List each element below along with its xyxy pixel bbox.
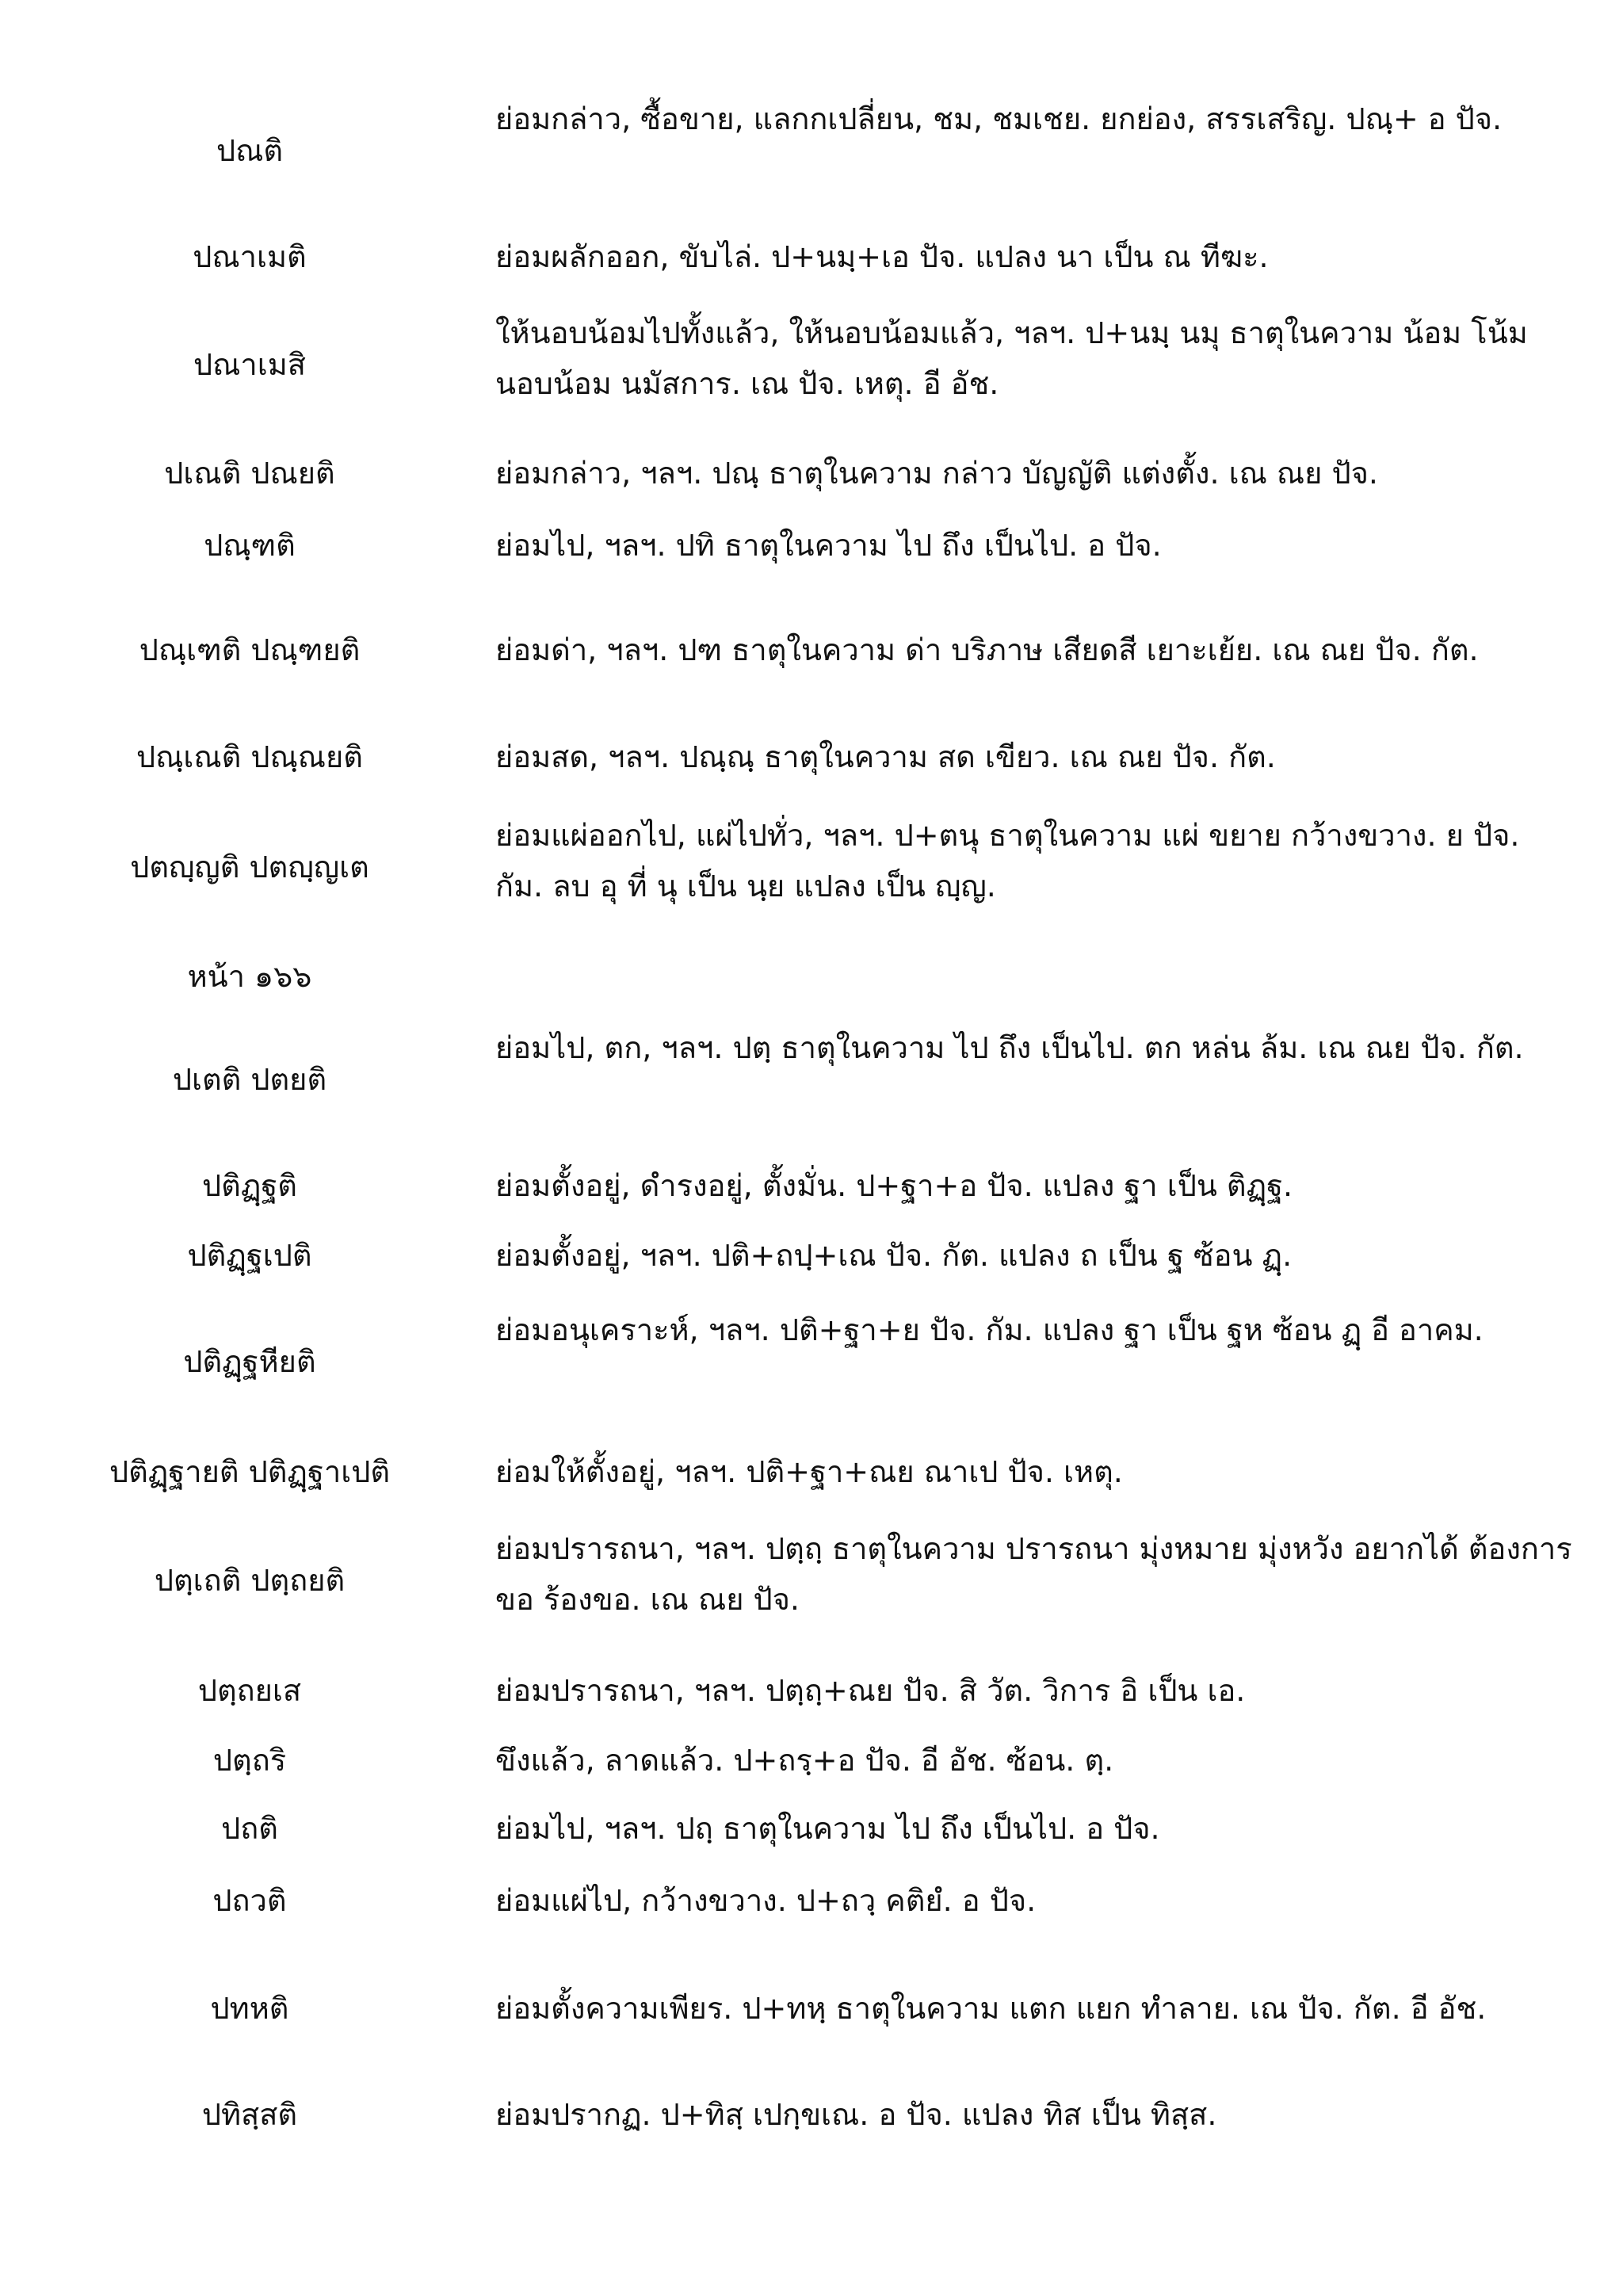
- entry-term: ปตฺเถติ ปตฺถยติ: [154, 1563, 346, 1598]
- entry-definition: ย่อมด่า, ฯลฯ. ปฑ ธาตุในความ ด่า บริภาษ เสียดสี เยาะเย้ย. เณ ณย ปัจ. กัต.: [495, 632, 1479, 667]
- entry-term: ปตฺถยเส: [197, 1673, 302, 1708]
- entry-term: ปติฏฺฐายติ ปติฏฺฐาเปติ: [109, 1454, 391, 1489]
- entry-definition: ย่อมแผ่ไป, กว้างขวาง. ป+ถวฺ คติยํ. อ ปัจ.: [495, 1883, 1037, 1918]
- entry-term: ปติฏฺฐหียติ: [183, 1344, 316, 1379]
- entry-definition: ย่อมปรารถนา, ฯลฯ. ปตฺถฺ+ณย ปัจ. สิ วัต. วิการ อิ เป็น เอ.: [495, 1673, 1246, 1708]
- entry-term: ปถติ: [221, 1811, 278, 1846]
- entry-definition: ย่อมแผ่ออกไป, แผ่ไปทั่ว, ฯลฯ. ป+ตนุ ธาตุในความ แผ่ ขยาย กว้างขวาง. ย ปัจ. กัม. ลบ อุ ที่ นุ เป็น นฺย แปลง เป็น ญฺญ.: [495, 818, 1520, 904]
- entry-definition: ย่อมอนุเคราะห์, ฯลฯ. ปติ+ฐา+ย ปัจ. กัม. แปลง ฐา เป็น ฐห ซ้อน ฏฺ อี อาคม.: [495, 1312, 1484, 1347]
- entry-definition: ย่อมให้ตั้งอยู่, ฯลฯ. ปติ+ฐา+ณย ณาเป ปัจ. เหตุ.: [495, 1454, 1123, 1489]
- entry-term: ปณฺเฑติ ปณฺฑยติ: [139, 632, 361, 667]
- entry-definition: ย่อมสด, ฯลฯ. ปณฺณฺ ธาตุในความ สด เขียว. เณ ณย ปัจ. กัต.: [495, 739, 1276, 774]
- entry-term: ปตญฺญติ ปตญฺญเต: [130, 850, 369, 884]
- entry-term: ปทหติ: [210, 1991, 289, 2026]
- entry-definition: ย่อมปรารถนา, ฯลฯ. ปตฺถฺ ธาตุในความ ปรารถนา มุ่งหมาย มุ่งหวัง อยากได้ ต้องการ ขอ ร้องขอ. เณ ณย ปัจ.: [495, 1531, 1572, 1617]
- entry-term: ปติฏฺฐติ: [202, 1168, 297, 1203]
- entry-term: ปถวติ: [212, 1883, 287, 1918]
- entry-definition: ย่อมกล่าว, ฯลฯ. ปณฺ ธาตุในความ กล่าว บัญญัติ แต่งตั้ง. เณ ณย ปัจ.: [495, 456, 1378, 491]
- entry-term: ปณาเมติ: [193, 239, 307, 274]
- entry-definition: ย่อมตั้งอยู่, ดำรงอยู่, ตั้งมั่น. ป+ฐา+อ ปัจ. แปลง ฐา เป็น ติฏฺฐ.: [495, 1168, 1293, 1203]
- entry-term: ปเตติ ปตยติ: [172, 1062, 327, 1097]
- entry-definition: ย่อมกล่าว, ซื้อขาย, แลกกเปลี่ยน, ชม, ชมเชย. ยกย่อง, สรรเสริญ. ปณฺ+ อ ปัจ.: [495, 101, 1503, 136]
- entry-definition: ย่อมไป, ฯลฯ. ปถฺ ธาตุในความ ไป ถึง เป็นไป. อ ปัจ.: [495, 1811, 1160, 1846]
- page-number-marker: หน้า ๑๖๖: [187, 959, 312, 994]
- entry-term: ปณาเมสิ: [193, 347, 306, 382]
- entry-term: ปณติ: [216, 133, 284, 168]
- entry-definition: ย่อมตั้งความเพียร. ป+ทหฺ ธาตุในความ แตก แยก ทำลาย. เณ ปัจ. กัต. อี อัช.: [495, 1991, 1487, 2026]
- entry-definition: ให้นอบน้อมไปทั้งแล้ว, ให้นอบน้อมแล้ว, ฯลฯ. ป+นมฺ นมุ ธาตุในความ น้อม โน้ม นอบน้อม นมัสการ. เณ ปัจ. เหตุ. อี อัช.: [495, 315, 1528, 401]
- entry-term: ปทิสฺสติ: [201, 2097, 298, 2132]
- entry-definition: ย่อมตั้งอยู่, ฯลฯ. ปติ+ถปฺ+เณ ปัจ. กัต. แปลง ถ เป็น ฐ ซ้อน ฏฺ.: [495, 1238, 1293, 1273]
- entry-definition: ย่อมไป, ฯลฯ. ปทิ ธาตุในความ ไป ถึง เป็นไป. อ ปัจ.: [495, 528, 1162, 563]
- entry-definition: ย่อมไป, ตก, ฯลฯ. ปตฺ ธาตุในความ ไป ถึง เป็นไป. ตก หล่น ล้ม. เณ ณย ปัจ. กัต.: [495, 1030, 1524, 1065]
- entry-definition: ย่อมผลักออก, ขับไล่. ป+นมฺ+เอ ปัจ. แปลง นา เป็น ณ ทีฆะ.: [495, 239, 1269, 274]
- entry-term: ปตฺถริ: [212, 1743, 287, 1778]
- entry-term: ปณฺเณติ ปณฺณยติ: [136, 739, 363, 774]
- entry-term: ปณฺฑติ: [204, 528, 296, 563]
- entry-definition: ย่อมปรากฏ. ป+ทิสฺ เปกฺขเณ. อ ปัจ. แปลง ทิส เป็น ทิสฺส.: [495, 2097, 1217, 2132]
- entry-term: ปเณติ ปณยติ: [164, 456, 335, 491]
- entry-definition: ขึงแล้ว, ลาดแล้ว. ป+ถรฺ+อ ปัจ. อี อัช. ซ้อน. ตฺ.: [495, 1743, 1114, 1778]
- entry-term: ปติฏฺฐเปติ: [187, 1238, 312, 1273]
